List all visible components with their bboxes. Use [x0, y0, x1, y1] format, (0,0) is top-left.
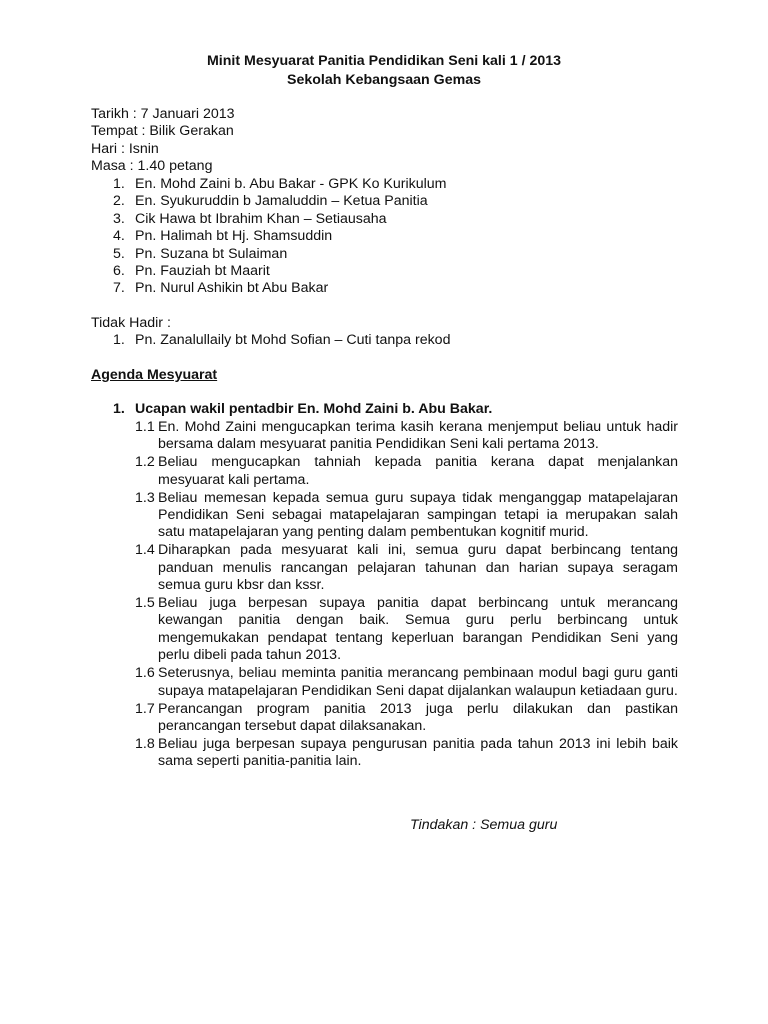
subitem — [135, 665, 678, 700]
subitem — [135, 490, 678, 542]
subitem — [135, 419, 678, 454]
list-number: 2. — [113, 193, 125, 210]
absent-list — [91, 332, 450, 349]
subitem-text: Beliau memesan kepada semua guru supaya tidak menganggap matapelajaran Pendidikan Seni sebagai matapelajaran sampingan tetapi ia merupakan salah satu matapelajaran yang penting dalam pembentukan kognitif murid. — [158, 489, 678, 541]
info-place: Tempat : Bilik Gerakan — [91, 123, 234, 140]
list-item — [91, 246, 446, 263]
list-number: 7. — [113, 280, 125, 297]
subitem — [135, 454, 678, 489]
list-number: 1. — [113, 332, 125, 348]
list-text: Pn. Suzana bt Sulaiman — [135, 245, 288, 262]
info-day: Hari : Isnin — [91, 140, 159, 157]
meeting-info — [91, 106, 235, 176]
list-number: 4. — [113, 228, 125, 245]
list-item — [91, 193, 446, 210]
list-text: Pn. Nurul Ashikin bt Abu Bakar — [135, 280, 329, 297]
document-title — [0, 53, 768, 90]
list-item — [91, 263, 446, 280]
list-text: Pn. Zanalullaily bt Mohd Sofian – Cuti tanpa rekod — [135, 332, 451, 348]
list-text: En. Mohd Zaini b. Abu Bakar - GPK Ko Kurikulum — [135, 176, 447, 192]
subitem-text: Diharapkan pada mesyuarat kali ini, semua guru dapat berbincang tentang panduan menulis rancangan pelajaran tahunan dan harian supaya seragam semua guru kbsr dan kssr. — [158, 542, 678, 594]
list-number: 3. — [113, 210, 125, 227]
action-note: Tindakan : Semua guru — [410, 817, 558, 833]
subitem — [135, 542, 678, 594]
subitem-number: 1.4 — [135, 542, 155, 559]
info-time: Masa : 1.40 petang — [91, 158, 213, 175]
subitem-number: 1.3 — [135, 489, 155, 506]
subitem-number: 1.1 — [135, 419, 155, 435]
subitem-text: Beliau mengucapkan tahniah kepada panitia kerana dapat menjalankan mesyuarat kali pertama. — [158, 454, 678, 488]
agenda-heading: Agenda Mesyuarat — [91, 367, 218, 383]
agenda-item-number: 1. — [113, 401, 125, 417]
subitem-number: 1.8 — [135, 735, 155, 752]
info-date: Tarikh : 7 Januari 2013 — [91, 106, 235, 122]
list-number: 6. — [113, 263, 125, 280]
subitem — [135, 736, 678, 771]
list-text: Cik Hawa bt Ibrahim Khan – Setiausaha — [135, 210, 387, 227]
subitem-text: Seterusnya, beliau meminta panitia merancang pembinaan modul bagi guru ganti supaya matapelajaran Pendidikan Seni dapat dijalankan walaupun ketiadaan guru. — [158, 665, 678, 699]
subitem-number: 1.7 — [135, 700, 155, 717]
subitem-text: Beliau juga berpesan supaya panitia dapat berbincang untuk merancang kewangan panitia dengan baik. Semua guru perlu berbincang untuk mengemukakan pendapat tentang keperluan barangan Pendidikan Seni yang perlu dibeli pada tahun 2013. — [158, 595, 678, 664]
absent-label: Tidak Hadir : — [91, 315, 171, 331]
list-number: 5. — [113, 245, 125, 262]
list-item — [91, 280, 446, 297]
agenda-subitems — [135, 419, 678, 771]
list-item — [91, 211, 446, 228]
subitem-text: En. Mohd Zaini mengucapkan terima kasih kerana menjemput beliau untuk hadir bersama dalam mesyuarat panitia Pendidikan Seni kali pertama 2013. — [158, 419, 678, 453]
list-text: En. Syukuruddin b Jamaluddin – Ketua Panitia — [135, 193, 428, 210]
list-item — [91, 228, 446, 245]
subitem-number: 1.2 — [135, 454, 155, 471]
title-line-1: Minit Mesyuarat Panitia Pendidikan Seni kali 1 / 2013 — [206, 53, 562, 69]
attendee-list — [91, 176, 446, 298]
list-text: Pn. Fauziah bt Maarit — [135, 263, 270, 280]
list-number: 1. — [113, 176, 125, 192]
subitem-number: 1.5 — [135, 595, 155, 612]
subitem-text: Beliau juga berpesan supaya pengurusan panitia pada tahun 2013 ini lebih baik sama seperti panitia-panitia lain. — [158, 735, 678, 770]
subitem — [135, 701, 678, 736]
subitem-number: 1.6 — [135, 665, 155, 682]
list-item — [91, 332, 450, 349]
list-text: Pn. Halimah bt Hj. Shamsuddin — [135, 228, 333, 245]
subitem-text: Perancangan program panitia 2013 juga perlu dilakukan dan pastikan perancangan tersebut dapat dilaksanakan. — [158, 700, 678, 734]
list-item — [91, 176, 446, 193]
title-line-2: Sekolah Kebangsaan Gemas — [287, 71, 481, 88]
subitem — [135, 595, 678, 665]
agenda-item-title: Ucapan wakil pentadbir En. Mohd Zaini b. Abu Bakar. — [135, 401, 493, 417]
